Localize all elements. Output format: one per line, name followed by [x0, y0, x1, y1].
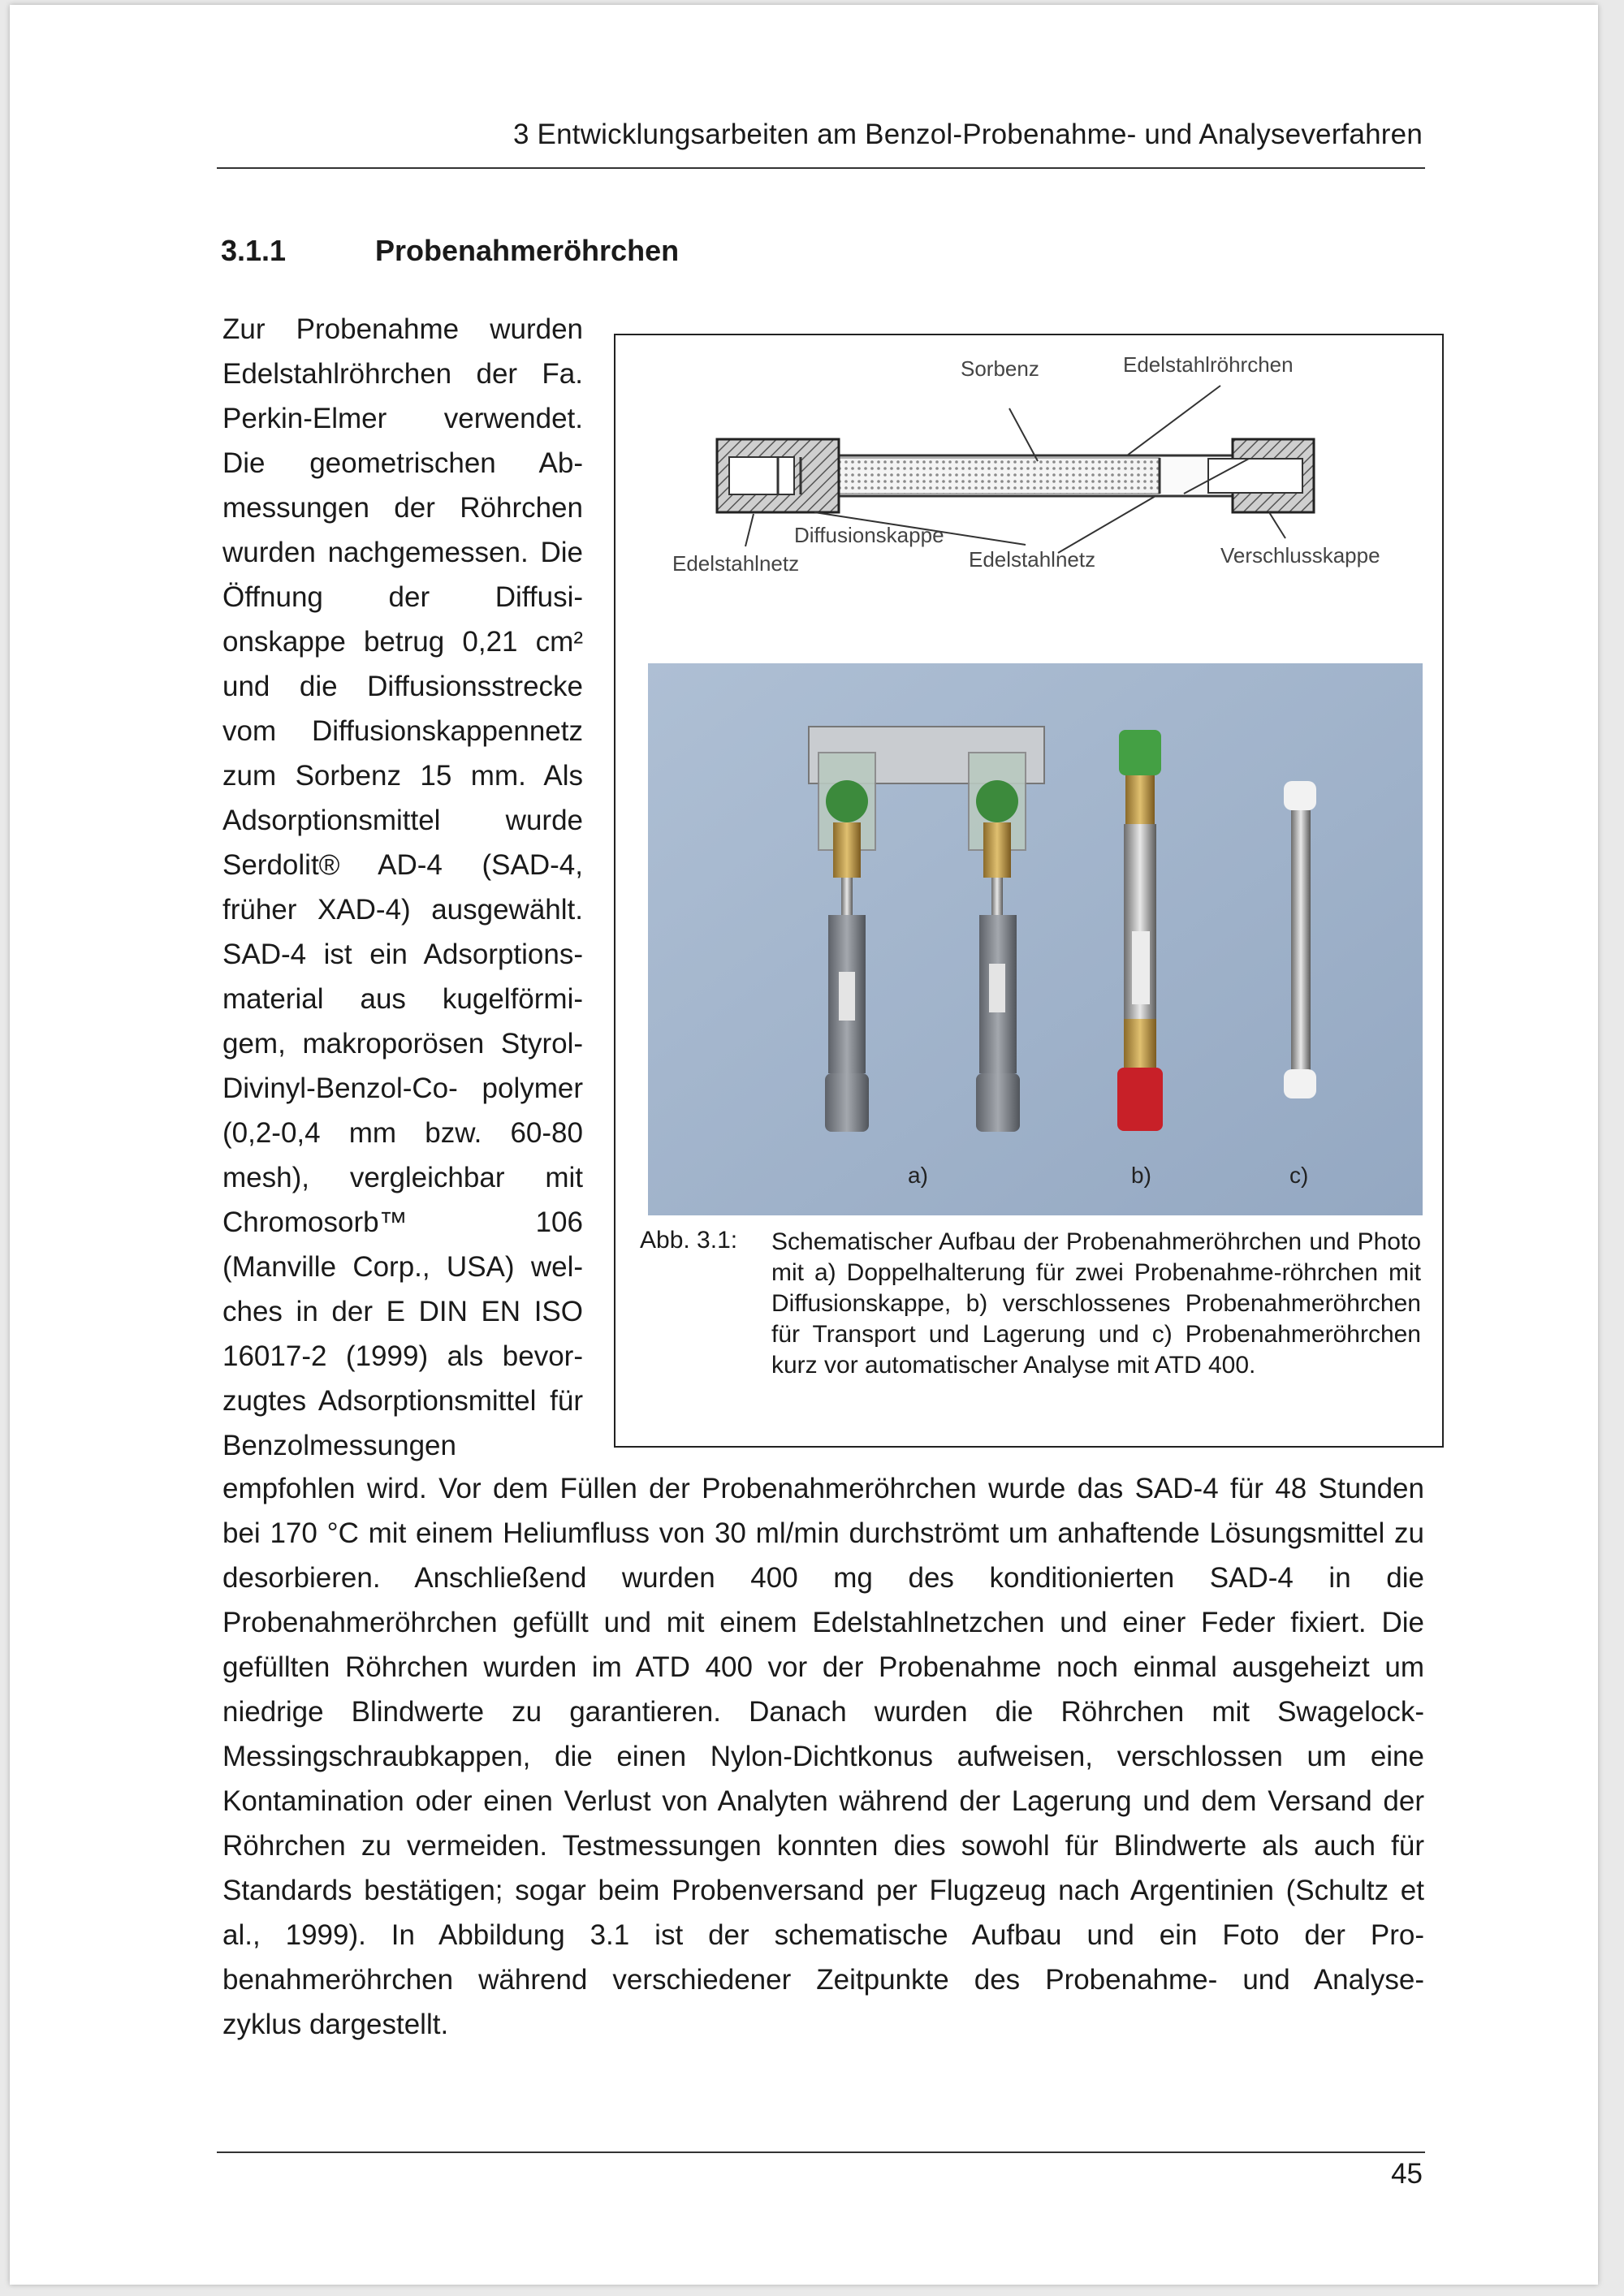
- text-line: zugtes Adsorptionsmittel: [222, 1385, 537, 1417]
- text-line: Die Öffnung der Diffusi-: [222, 537, 583, 613]
- photo-label-a: a): [908, 1163, 928, 1188]
- sorbent-fill: [839, 458, 1160, 494]
- label-sorbenz: Sorbenz: [961, 356, 1039, 381]
- text-line: Die gefüllten Röhrchen wurden im ATD 400 vor der Probenahme noch einmal ausgeheizt: [222, 1607, 1424, 1683]
- label-edelstahlnetz-mid: Edelstahlnetz: [969, 547, 1096, 572]
- text-line: Messingschraubkappen, die einen Nylon-Dichtkonus aufweisen, verschlossen um eine: [222, 1741, 1424, 1772]
- label-edelstahlnetz-left: Edelstahlnetz: [672, 551, 800, 576]
- text-line: um niedrige Blindwerte zu garantieren. Danach wurden die Röhrchen mit Swagelock-: [222, 1651, 1424, 1728]
- text-line: empfohlen wird. Vor dem Füllen der Probenahmeröhrchen wurde das SAD-4 für 48: [222, 1473, 1307, 1504]
- label-edelstahlroehrchen: Edelstahlröhrchen: [1123, 352, 1294, 377]
- text-line: Kontamination oder einen Verlust von Analyten während der Lagerung und dem Versand: [222, 1785, 1372, 1817]
- text-line: früher XAD-4) ausgewählt.: [222, 894, 583, 926]
- text-line: die Probenahmeröhrchen gefüllt und mit einem Edelstahlnetzchen und einer Feder fixiert.: [222, 1562, 1425, 1638]
- photo-label-b: b): [1131, 1163, 1151, 1188]
- text-line: Perkin-Elmer verwendet.: [222, 403, 583, 434]
- text-line: ches in der E DIN EN ISO: [222, 1296, 583, 1327]
- text-line: 16017-2 (1999) als bevor-: [222, 1340, 583, 1372]
- text-line: Adsorptionsmittel wurde: [222, 805, 583, 836]
- running-header: 3 Entwicklungsarbeiten am Benzol-Probenahme- und Analyseverfahren: [512, 119, 1423, 150]
- text-line: zum Sorbenz 15 mm. Als: [222, 760, 583, 792]
- text-line: für Standards bestätigen; sogar beim Probenversand per Flugzeug nach Argentinien: [222, 1830, 1424, 1906]
- photo-label-c: c): [1289, 1163, 1309, 1188]
- text-line: der Röhrchen zu vermeiden. Testmessungen konnten dies sowohl für Blindwerte als auch: [222, 1785, 1424, 1862]
- text-line: material aus kugelförmi-: [222, 983, 583, 1015]
- text-line: und die Diffusionsstrecke: [222, 671, 583, 702]
- text-line: polymer (0,2-0,4 mm bzw.: [222, 1072, 583, 1149]
- footer-rule: [217, 2151, 1425, 2153]
- text-line: Zur Probenahme wurden: [222, 313, 583, 345]
- text-line: Stunden bei 170 °C mit einem Heliumfluss von 30 ml/min durchströmt um anhaftende: [222, 1473, 1424, 1549]
- text-line: für Benzolmessungen: [222, 1385, 583, 1461]
- text-line: vom Diffusionskappennetz: [222, 715, 583, 747]
- text-line: wurden nachgemessen.: [222, 537, 529, 568]
- body-last-line: zyklus dargestellt.: [222, 2009, 449, 2040]
- body-full-paragraph: [222, 1466, 1424, 2002]
- text-line: Die geometrischen Ab-: [222, 447, 583, 479]
- page: [10, 5, 1598, 2285]
- figure-caption-label: Abb. 3.1:: [640, 1227, 738, 1254]
- text-line: 60-80 mesh), vergleichbar: [222, 1117, 583, 1193]
- text-line: SAD-4 ist ein Adsorptions-: [222, 939, 583, 970]
- text-line: (Schultz et al., 1999). In Abbildung 3.1 ist der schematische Aufbau und ein Foto der Pro-: [222, 1875, 1424, 1951]
- tube-photo: [648, 663, 1423, 1215]
- header-rule: [217, 167, 1425, 169]
- text-line: benahmeröhrchen während verschiedener Zeitpunkte des Probenahme- und Analyse-: [222, 1964, 1424, 1996]
- text-line: gem, makroporösen: [222, 1028, 485, 1060]
- text-line: Styrol-Divinyl-Benzol-Co-: [222, 1028, 583, 1104]
- body-column-paragraph: [222, 307, 583, 1468]
- text-line: messungen der Röhrchen: [222, 492, 583, 524]
- text-line: (Manville Corp., USA) wel-: [222, 1251, 583, 1283]
- page-number: 45: [1391, 2158, 1423, 2190]
- figure-3-1: [614, 334, 1444, 1448]
- text-line: Lösungsmittel zu desorbieren. Anschließend wurden 400 mg des konditionierten SAD-4 in: [222, 1517, 1424, 1594]
- figure-caption-text: Schematischer Aufbau der Probenahmeröhrchen und Photo mit a) Doppelhalterung für zwei Probenahme-röhrchen mit Diffusionskappe, b) verschlossenes Probenahmeröhrchen für Transport und Lagerung und c) Probenahmeröhrchen kurz vor automatischer Analyse mit ATD 400.: [771, 1228, 1421, 1379]
- section-title: Probenahmeröhrchen: [375, 234, 680, 267]
- text-line: Serdolit® AD-4 (SAD-4,: [222, 849, 583, 881]
- section-number: 3.1.1: [221, 234, 287, 267]
- label-diffusionskappe: Diffusionskappe: [794, 523, 944, 547]
- section-heading: [221, 234, 679, 268]
- label-verschlusskappe: Verschlusskappe: [1220, 543, 1380, 568]
- tube-schematic: [615, 335, 1442, 603]
- text-line: onskappe betrug 0,21 cm²: [222, 626, 583, 658]
- text-line: mit Chromosorb™ 106: [222, 1162, 583, 1238]
- text-line: Edelstahlröhrchen der Fa.: [222, 358, 583, 390]
